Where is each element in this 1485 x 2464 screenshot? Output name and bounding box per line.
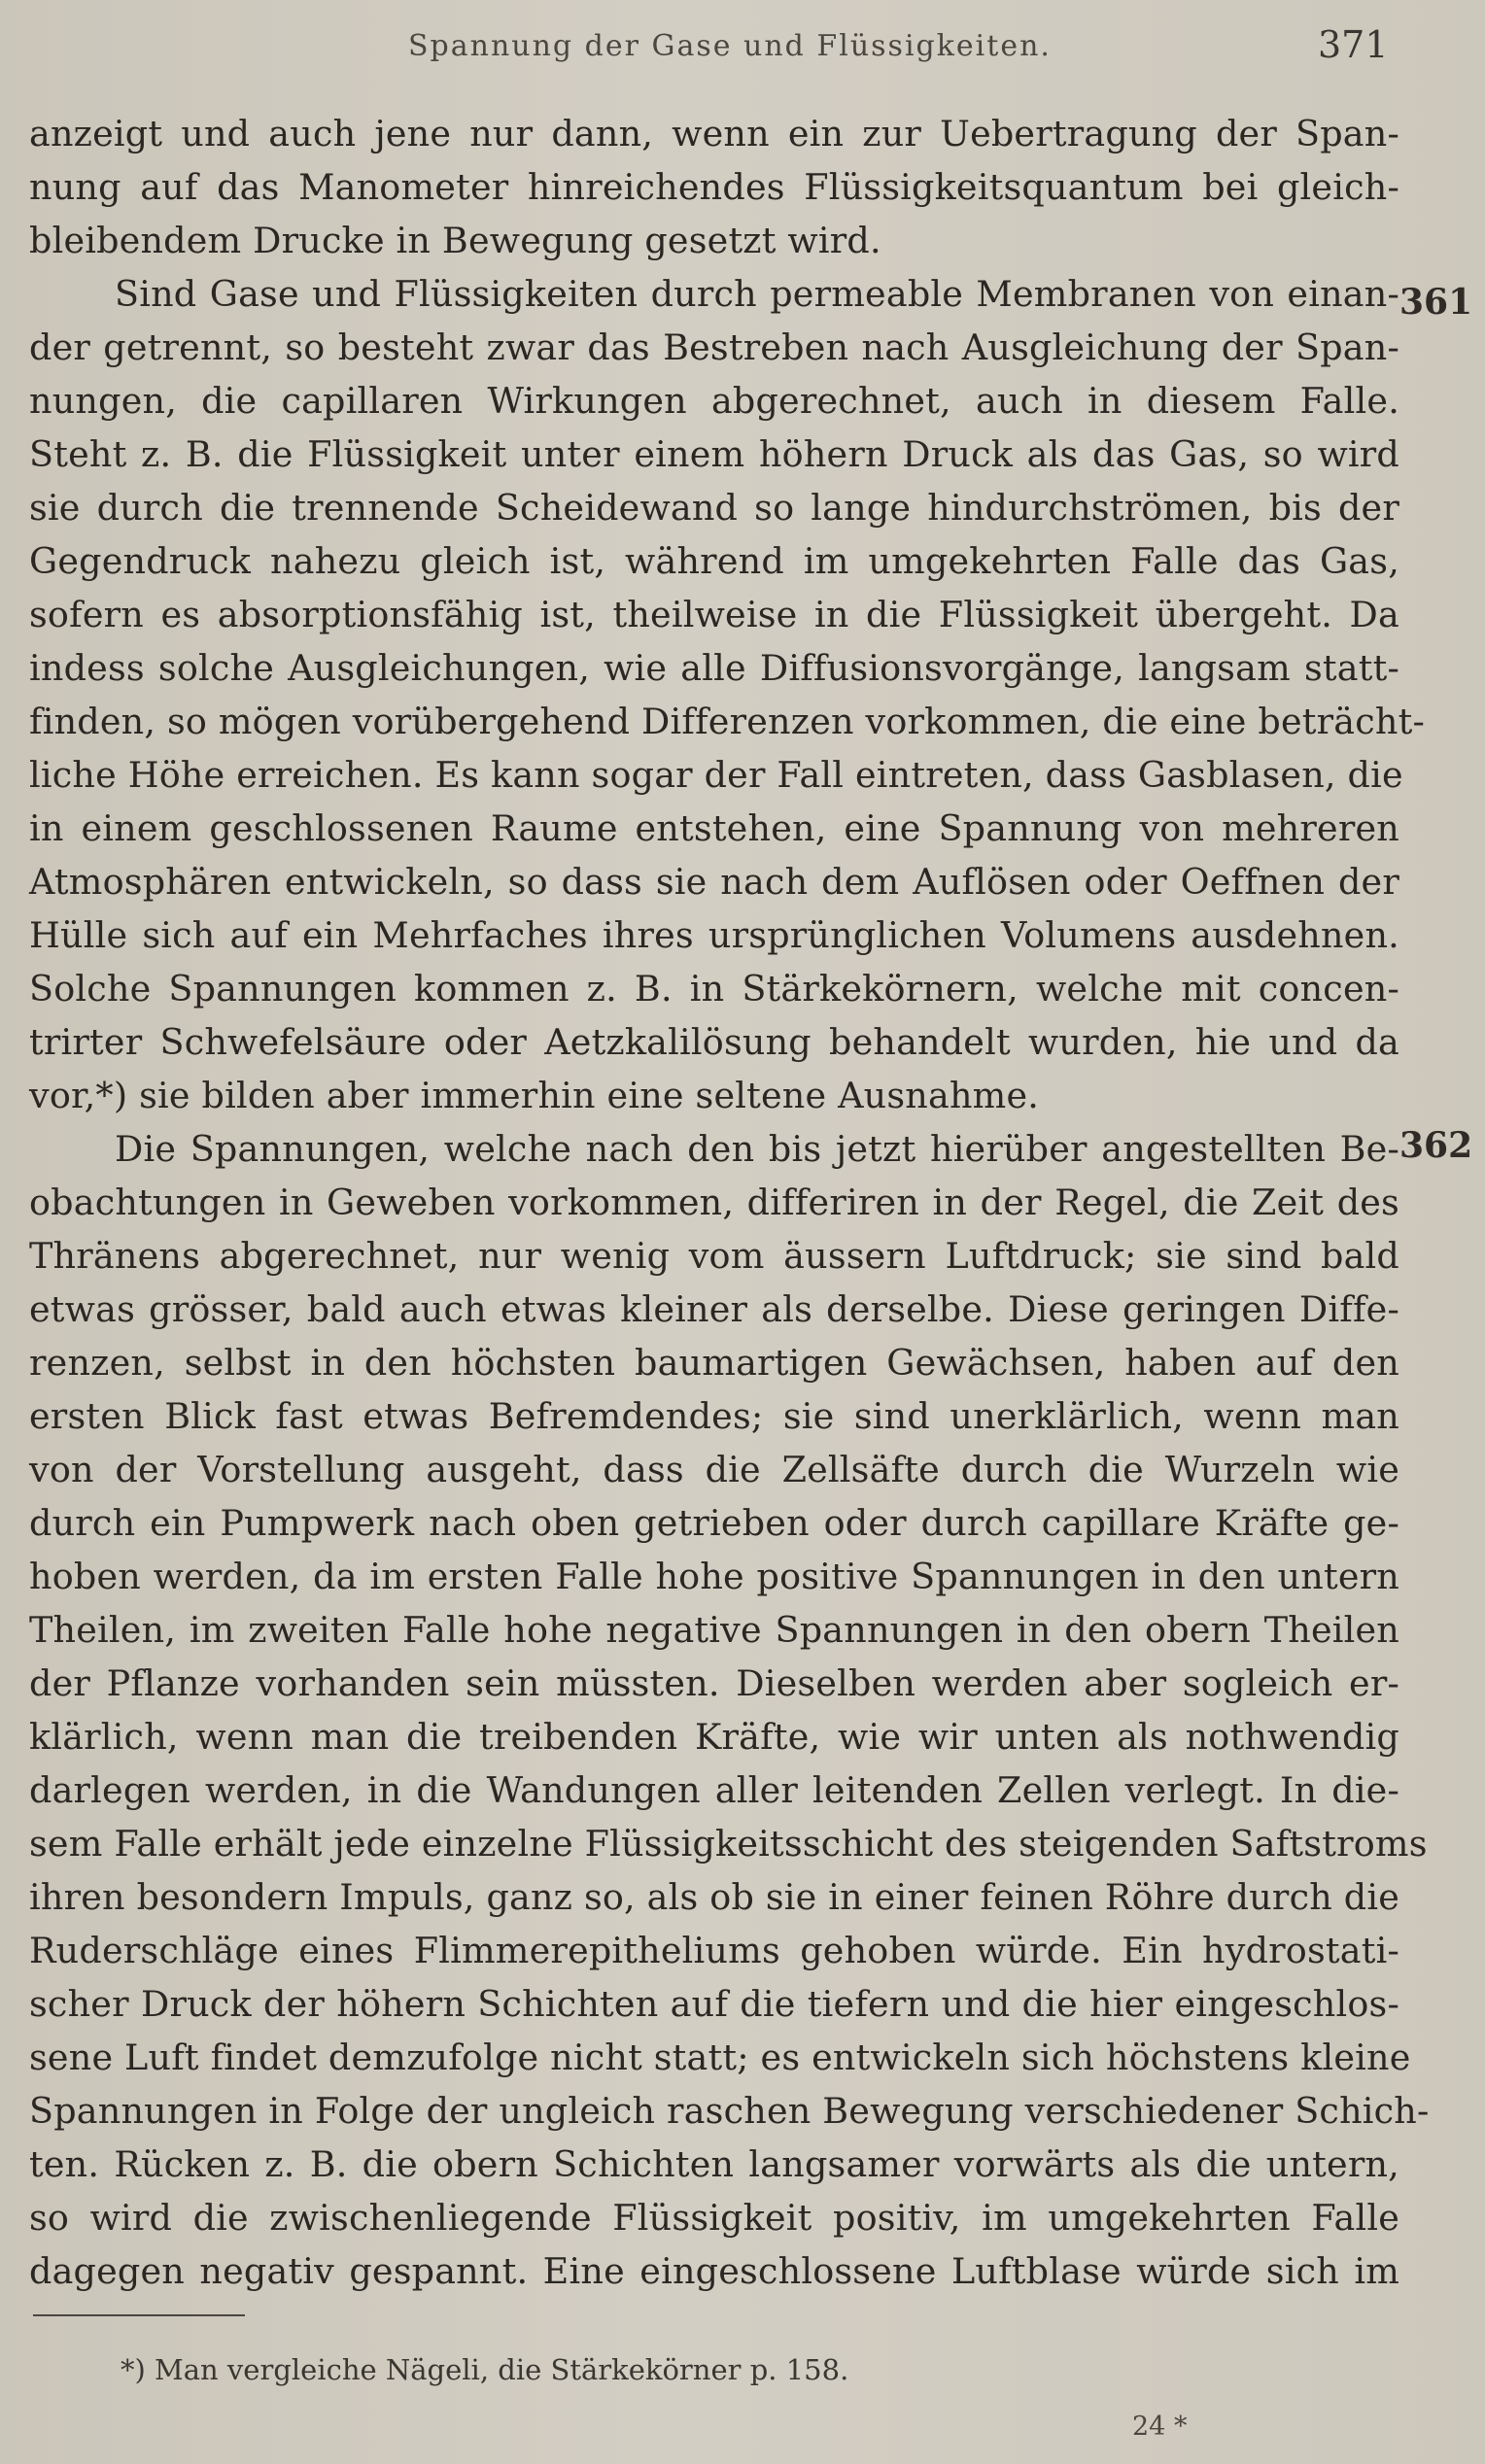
text-line: Solche Spannungen kommen z. B. in Stärkekörnern, welche mit concen- bbox=[29, 968, 1399, 1010]
text-line: sofern es absorptionsfähig ist, theilweise in die Flüssigkeit übergeht. Da bbox=[29, 594, 1399, 635]
text-line: klärlich, wenn man die treibenden Kräfte, wie wir unten als nothwendig bbox=[29, 1716, 1399, 1758]
text-line: Hülle sich auf ein Mehrfaches ihres ursprünglichen Volumens ausdehnen. bbox=[29, 914, 1399, 956]
text-line: der Pflanze vorhanden sein müssten. Dieselben werden aber sogleich er- bbox=[29, 1662, 1399, 1704]
text-line: ten. Rücken z. B. die obern Schichten langsamer vorwärts als die untern, bbox=[29, 2143, 1399, 2185]
text-line: darlegen werden, in die Wandungen aller leitenden Zellen verlegt. In die- bbox=[29, 1769, 1399, 1811]
text-line: sie durch die trennende Scheidewand so lange hindurchströmen, bis der bbox=[29, 487, 1399, 529]
text-line: Spannungen in Folge der ungleich raschen Bewegung verschiedener Schich- bbox=[29, 2090, 1430, 2132]
page-number: 371 bbox=[1318, 23, 1389, 66]
text-line: Sind Gase und Flüssigkeiten durch permeable Membranen von einan- bbox=[115, 273, 1399, 315]
text-line: Gegendruck nahezu gleich ist, während im umgekehrten Falle das Gas, bbox=[29, 540, 1399, 582]
text-line: in einem geschlossenen Raume entstehen, eine Spannung von mehreren bbox=[29, 807, 1399, 849]
text-line: Theilen, im zweiten Falle hohe negative Spannungen in den obern Theilen bbox=[29, 1609, 1399, 1651]
margin-section-number: 361 bbox=[1399, 282, 1473, 323]
text-line: anzeigt und auch jene nur dann, wenn ein zur Uebertragung der Span- bbox=[29, 113, 1399, 154]
text-line: ersten Blick fast etwas Befremdendes; sie sind unerklärlich, wenn man bbox=[29, 1395, 1399, 1437]
text-line: nung auf das Manometer hinreichendes Flüssigkeitsquantum bei gleich- bbox=[29, 166, 1399, 208]
text-line: so wird die zwischenliegende Flüssigkeit positiv, im umgekehrten Falle bbox=[29, 2197, 1399, 2239]
text-line: von der Vorstellung ausgeht, dass die Zellsäfte durch die Wurzeln wie bbox=[29, 1449, 1399, 1490]
margin-section-number: 362 bbox=[1399, 1125, 1473, 1166]
footnote-divider bbox=[33, 2314, 245, 2316]
text-line: renzen, selbst in den höchsten baumartigen Gewächsen, haben auf den bbox=[29, 1342, 1399, 1384]
text-line: Steht z. B. die Flüssigkeit unter einem höhern Druck als das Gas, so wird bbox=[29, 433, 1399, 475]
text-line: trirter Schwefelsäure oder Aetzkalilösung behandelt wurden, hie und da bbox=[29, 1021, 1399, 1063]
text-line: Ruderschläge eines Flimmerepitheliums gehoben würde. Ein hydrostati- bbox=[29, 1930, 1399, 1971]
text-line: hoben werden, da im ersten Falle hohe positive Spannungen in den untern bbox=[29, 1556, 1399, 1597]
body-text bbox=[29, 107, 1430, 2298]
signature-mark: 24 * bbox=[1132, 2412, 1188, 2442]
running-head bbox=[0, 21, 1485, 70]
text-line: sene Luft findet demzufolge nicht statt; es entwickeln sich höchstens kleine bbox=[29, 2036, 1411, 2078]
text-line: liche Höhe erreichen. Es kann sogar der Fall eintreten, dass Gasblasen, die bbox=[29, 754, 1403, 796]
text-line: der getrennt, so besteht zwar das Bestreben nach Ausgleichung der Span- bbox=[29, 326, 1399, 368]
text-line: Atmosphären entwickeln, so dass sie nach dem Auflösen oder Oeffnen der bbox=[29, 861, 1399, 903]
footnote: *) Man vergleiche Nägeli, die Stärkekörner p. 158. bbox=[121, 2353, 849, 2386]
text-line: finden, so mögen vorübergehend Differenzen vorkommen, die eine beträcht- bbox=[29, 701, 1425, 742]
text-line: ihren besondern Impuls, ganz so, als ob sie in einer feinen Röhre durch die bbox=[29, 1876, 1399, 1918]
text-line: bleibendem Drucke in Bewegung gesetzt wird. bbox=[29, 220, 881, 261]
text-line: sem Falle erhält jede einzelne Flüssigkeitsschicht des steigenden Saftstroms bbox=[29, 1823, 1428, 1865]
text-line: Thränens abgerechnet, nur wenig vom äussern Luftdruck; sie sind bald bbox=[29, 1235, 1399, 1277]
text-line: Die Spannungen, welche nach den bis jetzt hierüber angestellten Be- bbox=[115, 1128, 1399, 1170]
text-line: vor,*) sie bilden aber immerhin eine seltene Ausnahme. bbox=[29, 1075, 1040, 1116]
text-line: scher Druck der höhern Schichten auf die tiefern und die hier eingeschlos- bbox=[29, 1983, 1399, 2025]
running-title: Spannung der Gase und Flüssigkeiten. bbox=[408, 29, 1052, 63]
text-line: durch ein Pumpwerk nach oben getrieben oder durch capillare Kräfte ge- bbox=[29, 1502, 1399, 1544]
text-line: dagegen negativ gespannt. Eine eingeschlossene Luftblase würde sich im bbox=[29, 2250, 1399, 2292]
text-line: indess solche Ausgleichungen, wie alle Diffusionsvorgänge, langsam statt- bbox=[29, 647, 1399, 689]
text-line: etwas grösser, bald auch etwas kleiner als derselbe. Diese geringen Diffe- bbox=[29, 1288, 1399, 1330]
text-line: nungen, die capillaren Wirkungen abgerechnet, auch in diesem Falle. bbox=[29, 380, 1399, 422]
text-line: obachtungen in Geweben vorkommen, differiren in der Regel, die Zeit des bbox=[29, 1181, 1399, 1223]
